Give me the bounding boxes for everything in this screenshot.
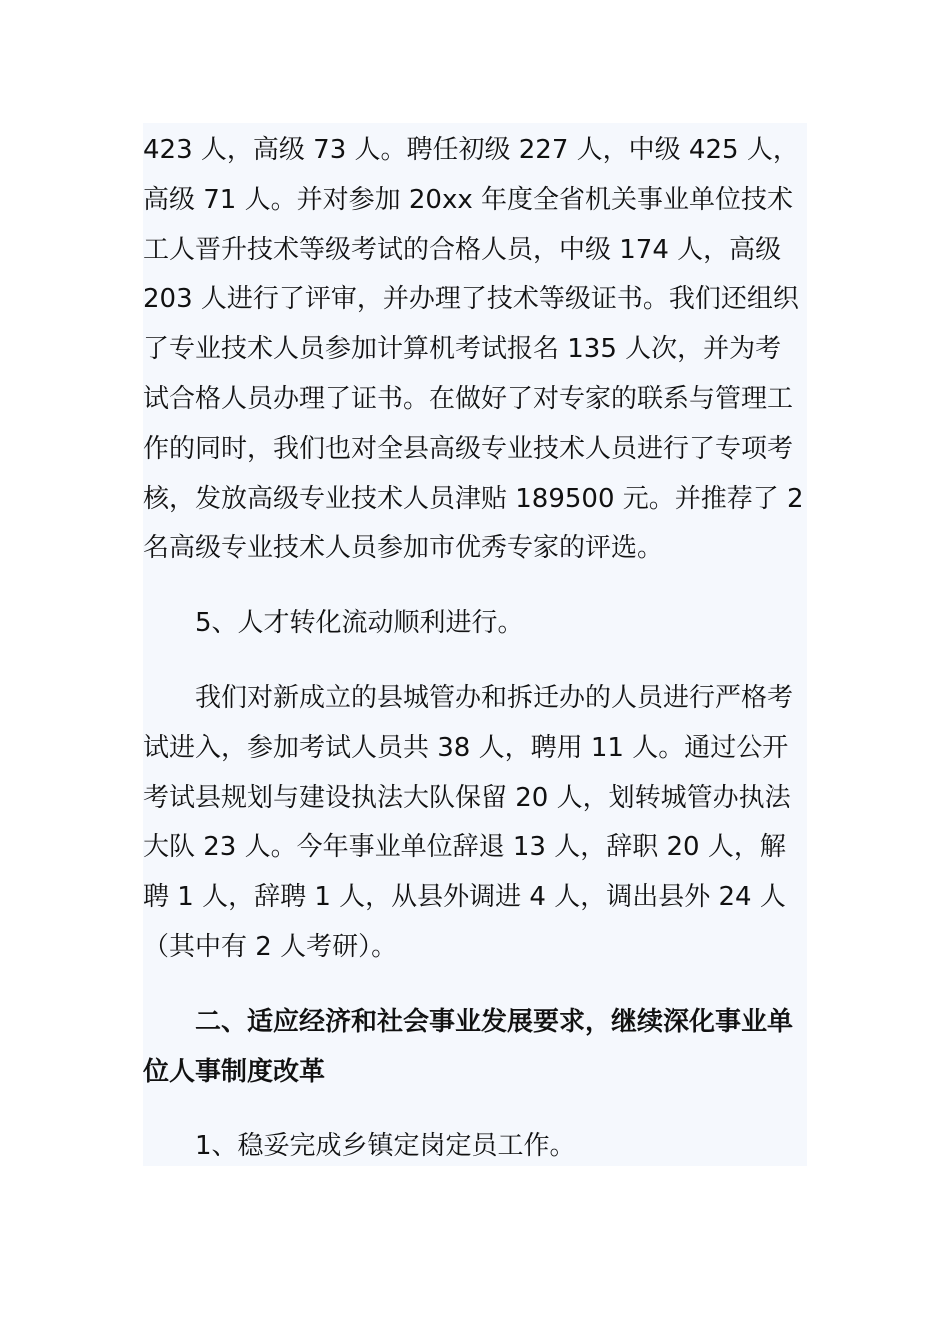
document-page [143,123,812,1166]
paragraph-township-posts: 1、稳妥完成乡镇定岗定员工作。 [195,1131,576,1162]
section-heading-reform: 二、适应经济和社会事业发展要求，继续深化事业单位人事制度改革 [143,1006,794,1087]
paragraph-staff-changes: 我们对新成立的县城管办和拆迁办的人员进行严格考试进入，参加考试人员共 38 人，聘用 11 人。通过公开考试县规划与建设执法大队保留 20 人，划转城管办执法大队 23 人。今年事业单位辞退 13 人，辞职 20 人，解聘 1 人，辞聘 1 人，从县外调进 4 人，调出县外 24 人（其中有 2 人考研）。 [143,682,794,962]
paragraph-talent-flow-heading: 5、人才转化流动顺利进行。 [195,608,524,639]
paragraph-professional-titles: 423 人，高级 73 人。聘任初级 227 人，中级 425 人，高级 71 人。并对参加 20xx 年度全省机关事业单位技术工人晋升技术等级考试的合格人员，中级 174 人，高级 203 人进行了评审，并办理了技术等级证书。我们还组织了专业技术人员参加计算机考试报名 135 人次，并为考试合格人员办理了证书。在做好了对专家的联系与管理工作的同时，我们也对全县高级专业技术人员进行了专项考核，发放高级专业技术人员津贴 189500 元。并推荐了 2 名高级专业技术人员参加市优秀专家的评选。 [143,135,812,564]
